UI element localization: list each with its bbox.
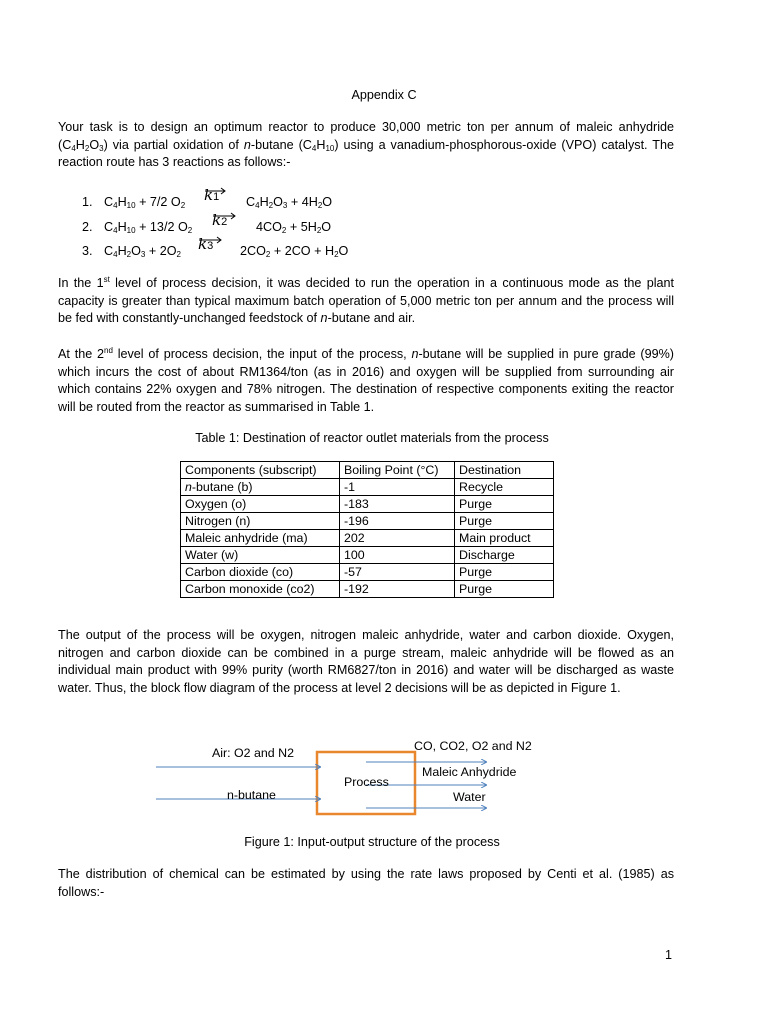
- table-cell-bp: -192: [340, 581, 455, 598]
- table-cell-bp: 100: [340, 547, 455, 564]
- butane-input-label: n-butane: [227, 788, 276, 802]
- table-cell-component: Oxygen (o): [181, 496, 340, 513]
- ma-output-label: Maleic Anhydride: [422, 765, 517, 779]
- air-input-label: Air: O2 and N2: [212, 746, 294, 760]
- table-cell-component: Nitrogen (n): [181, 513, 340, 530]
- rate-constant-label: k1: [204, 186, 220, 204]
- reaction-reactants: $C_4H_2O_3 + 2O_2$: [104, 244, 181, 259]
- table-cell-component: Carbon dioxide (co): [181, 564, 340, 581]
- table-cell-bp: -196: [340, 513, 455, 530]
- table-cell-component: n-butane (b): [181, 479, 340, 496]
- reaction-products: $2CO_2 + 2CO + H_2O$: [240, 244, 349, 259]
- table-row: [181, 513, 554, 530]
- table-header-row: [181, 462, 554, 479]
- level1-paragraph: In the 1st level of process decision, it was decided to run the operation in a continuous mode as the plant capacity is greater than typical maximum batch operation of 5,000 metric ton per annum and the process will be fed with constantly-unchanged feedstock of n-butane and air.: [58, 275, 675, 325]
- table-cell-bp: -57: [340, 564, 455, 581]
- table-cell-component: Carbon monoxide (co2): [181, 581, 340, 598]
- table-header-cell: Boiling Point (°C): [340, 462, 455, 479]
- reaction-arrow-icon: [204, 186, 228, 196]
- level2-paragraph: At the 2nd level of process decision, the input of the process, n-butane will be supplied in pure grade (99%) which incurs the cost of about RM1364/ton (as in 2016) and oxygen will be supplied from surrounding air which contains 22% oxygen and 78% nitrogen. The destination of respective components exiting the reactor will be routed from the reactor as summarised in Table 1.: [58, 346, 674, 414]
- table-row: [181, 530, 554, 547]
- table-cell-bp: -1: [340, 479, 455, 496]
- process-label: Process: [344, 775, 389, 789]
- table-row: [181, 581, 554, 598]
- table-cell-dest: Recycle: [455, 479, 554, 496]
- reaction-number: 2.: [82, 220, 93, 234]
- output-paragraph: The output of the process will be oxygen, nitrogen maleic anhydride, water and carbon dioxide. Oxygen, nitrogen and carbon dioxide can be combined in a purge stream, maleic anhydride will be flowed as an individual main product with 99% purity (worth RM6827/ton in 2016) and water will be discharged as waste water. Thus, the block flow diagram of the process at level 2 decisions will be as depicted in Figure 1.: [58, 628, 674, 695]
- reaction-products: $4CO_2 + 5H_2O$: [256, 220, 332, 235]
- table-header-cell: Destination: [455, 462, 554, 479]
- page-number: 1: [664, 948, 672, 962]
- reaction-arrow-icon: [198, 235, 224, 245]
- purge-output-label: CO, CO2, O2 and N2: [414, 739, 532, 753]
- table-cell-dest: Purge: [455, 513, 554, 530]
- destination-table: [180, 461, 554, 598]
- table-caption: Table 1: Destination of reactor outlet materials from the process: [195, 431, 549, 445]
- reaction-number: 3.: [82, 244, 93, 258]
- page-title: Appendix C: [351, 88, 417, 102]
- distribution-paragraph: The distribution of chemical can be estimated by using the rate laws proposed by Centi et al. (1985) as follows:-: [58, 867, 674, 899]
- table-row: [181, 479, 554, 496]
- table-cell-component: Water (w): [181, 547, 340, 564]
- reaction-arrow-icon: [212, 211, 238, 221]
- intro-paragraph: Your task is to design an optimum reactor to produce 30,000 metric ton per annum of maleic anhydride $(C_4H_2O_3)$ via partial oxidation of n-butane $(C_4H_{10})$ using a vanadium-phosphorous-oxide (VPO) catalyst. The reaction route has 3 reactions as follows:-: [58, 120, 674, 169]
- table-cell-dest: Main product: [455, 530, 554, 547]
- reaction-reactants: $C_4H_{10} + 13/2$ $O_2$: [104, 220, 193, 235]
- reaction-number: 1.: [82, 195, 93, 209]
- reaction-products: $C_4H_2O_3 + 4H_2O$: [246, 195, 333, 210]
- table-cell-dest: Purge: [455, 581, 554, 598]
- table-cell-bp: 202: [340, 530, 455, 547]
- table-cell-component: Maleic anhydride (ma): [181, 530, 340, 547]
- table-row: [181, 547, 554, 564]
- table-cell-dest: Discharge: [455, 547, 554, 564]
- table-cell-dest: Purge: [455, 564, 554, 581]
- table-cell-dest: Purge: [455, 496, 554, 513]
- table-header-cell: Components (subscript): [181, 462, 340, 479]
- table-cell-bp: -183: [340, 496, 455, 513]
- table-row: [181, 496, 554, 513]
- table-row: [181, 564, 554, 581]
- reaction-reactants: $C_4H_{10} + 7/2$ $O_2$: [104, 195, 186, 210]
- rate-constant-label: k3: [198, 235, 214, 253]
- figure-caption: Figure 1: Input-output structure of the process: [244, 835, 500, 849]
- water-output-label: Water: [453, 790, 486, 804]
- rate-constant-label: k2: [212, 211, 228, 229]
